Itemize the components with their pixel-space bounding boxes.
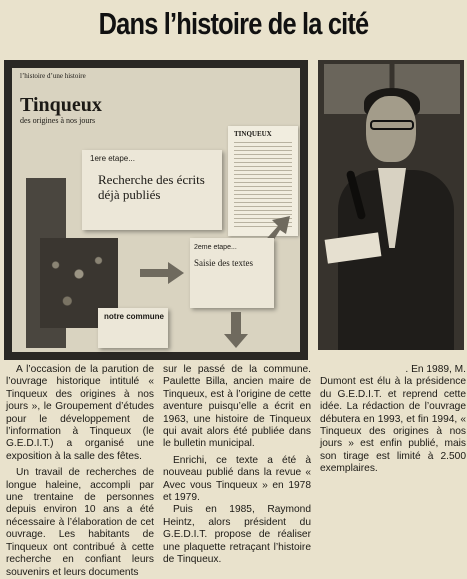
article-paragraph-lead: . En 1989, M. [405,364,466,375]
article-column-3 [320,364,466,476]
exhibition-board [12,68,300,352]
article-paragraph: sur le passé de la commune. Paulette Billa, ancien maire de Tinqueux, est à l’origine de cette aventure puisqu’elle a écrit en 1963, une histoire de Tinqueux qui avait alors été publiée dans le bulletin municipal. [163,364,311,450]
panel-step-two [190,238,274,308]
article-paragraph: Puis en 1985, Raymond Heintz, alors président du G.E.D.I.T. propose de réaliser une plaquette retraçant l’histoire de Tinqueux. [163,504,311,566]
panel-step-one-text: Recherche des écrits déjà publiés [98,172,205,202]
panel-step-one-label: 1ere etape... [90,154,135,163]
article-column-1 [6,364,154,579]
panel-commune-text: notre commune [104,312,165,321]
panel-step-one [82,150,222,230]
board-subtitle: des origines à nos jours [20,116,96,125]
article-paragraph: A l’occasion de la parution de l’ouvrage historique intitulé « Tinqueux des origines à nos jours », le Groupement d’études pour le développement de l’information à Tinqueux (le G.E.D.I.T.) a organisé une exposition à la salle des fêtes. [6,364,154,462]
article-paragraph: Dumont est élu à la présidence du G.E.D.I.T. et reprend cette idée. La rédaction de l’ouvrage débutera en 1993, et fin 1994, « Tinqueux des origines à nos jours » est enfin publié, mais son tirage est limité à 2.500 exemplaires. [320,376,466,475]
speaker-photo [318,60,464,350]
arrow-right-icon [140,262,184,284]
panel-step-two-text: Saisie des textes [194,258,253,268]
glasses-icon [370,120,414,130]
headline: Dans l’histoire de la cité [98,6,369,41]
newspaper-title: TINQUEUX [234,130,272,138]
board-title: Tinqueux [20,94,102,116]
panel-commune [98,308,168,348]
article-paragraph: Enrichi, ce texte a été à nouveau publié dans la revue « Avec vous Tinqueux » en 1978 et 1979. [163,454,311,504]
arrow-down-icon [224,312,248,348]
article-column-2 [163,364,311,567]
panel-step-two-label: 2eme etape... [194,244,237,251]
exhibition-photo [4,60,308,360]
board-small-caption: l’histoire d’une histoire [20,72,86,80]
article-paragraph: Un travail de recherches de longue haleine, accompli par une trentaine de personnes depuis environ 10 ans a été nécessaire à l’élaboration de cet ouvrage. Les habitants de Tinqueux ont contribué à cette recherche en confiant leurs souvenirs et leurs documents [6,467,154,578]
